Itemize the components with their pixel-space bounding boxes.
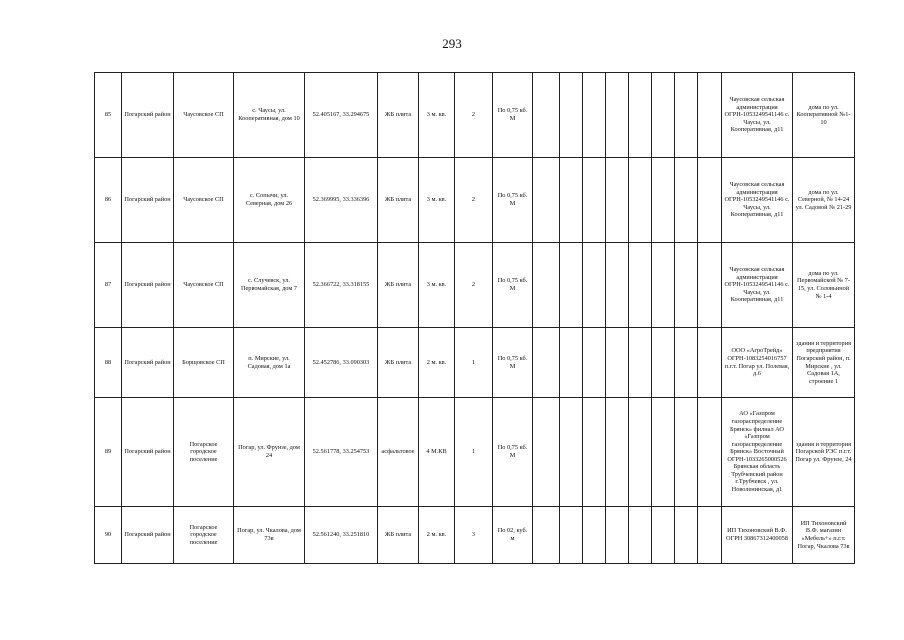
- registry-table: [94, 72, 855, 564]
- empty-cell: [652, 158, 675, 243]
- waste-sources-cell: здания и территория предприятия Погарский район, п. Мирские , ул. Садовая 1А, строение 1: [793, 328, 855, 398]
- volume-cell: По 0,75 кб. М: [493, 243, 533, 328]
- row-number: 86: [95, 158, 122, 243]
- waste-sources-cell: здания и территория Погарской РЭС п.г.т. Погар ул. Фрунзе, 24: [793, 398, 855, 507]
- empty-cell: [675, 243, 698, 328]
- empty-cell: [698, 398, 722, 507]
- registry-body: [95, 73, 855, 564]
- row-number: 85: [95, 73, 122, 158]
- coordinates-cell: 52.405167, 33.294675: [305, 73, 378, 158]
- empty-cell: [560, 398, 583, 507]
- district-cell: Погарский район: [122, 73, 174, 158]
- district-cell: Погарский район: [122, 328, 174, 398]
- container-count-cell: 2: [455, 73, 493, 158]
- surface-cell: ЖБ плита: [378, 328, 419, 398]
- surface-cell: ЖБ плита: [378, 507, 419, 564]
- empty-cell: [629, 328, 652, 398]
- owner-org-cell: Чаусовская сельская администрация ОГРН-1053249541146 с. Чаусы, ул. Кооперативная, д11: [722, 73, 793, 158]
- waste-sources-cell: ИП Тихоновский В.Ф. магазин «Мебель+» п.г.т. Погар, Чкалова 73в: [793, 507, 855, 564]
- empty-cell: [560, 73, 583, 158]
- empty-cell: [698, 73, 722, 158]
- empty-cell: [698, 328, 722, 398]
- owner-org-cell: АО «Газпром газораспределение Брянск» филиал АО «Газпром газораспределение Брянск» Восточный ОГРН-1033265000526 Брянская область Трубчевский район г.Трубчевск , ул. Новоленинская, д1: [722, 398, 793, 507]
- empty-cell: [583, 243, 606, 328]
- area-cell: 3 м. кв.: [419, 73, 455, 158]
- area-cell: 3 м. кв.: [419, 158, 455, 243]
- empty-cell: [606, 398, 629, 507]
- empty-cell: [629, 158, 652, 243]
- row-number: 90: [95, 507, 122, 564]
- surface-cell: ЖБ плита: [378, 73, 419, 158]
- empty-cell: [675, 158, 698, 243]
- table-row: [95, 243, 855, 328]
- empty-cell: [629, 398, 652, 507]
- coordinates-cell: 52.561778, 33.254753: [305, 398, 378, 507]
- container-count-cell: 2: [455, 158, 493, 243]
- address-cell: п. Мирские, ул. Садовая, дом 1а: [234, 328, 305, 398]
- empty-cell: [675, 73, 698, 158]
- address-cell: с. Чаусы, ул. Кооперативная, дом 10: [234, 73, 305, 158]
- empty-cell: [583, 507, 606, 564]
- volume-cell: По 0,75 кб. М: [493, 398, 533, 507]
- district-cell: Погарский район: [122, 507, 174, 564]
- district-cell: Погарский район: [122, 243, 174, 328]
- empty-cell: [698, 158, 722, 243]
- address-cell: с. Сопычи, ул. Северная, дом 26: [234, 158, 305, 243]
- table-row: [95, 398, 855, 507]
- settlement-cell: Чаусовское СП: [174, 158, 234, 243]
- empty-cell: [652, 328, 675, 398]
- district-cell: Погарский район: [122, 158, 174, 243]
- container-count-cell: 1: [455, 328, 493, 398]
- waste-sources-cell: дома по ул. Кооперативной №1-10: [793, 73, 855, 158]
- empty-cell: [606, 73, 629, 158]
- empty-cell: [629, 73, 652, 158]
- surface-cell: асфальтовое: [378, 398, 419, 507]
- owner-org-cell: Чаусовская сельская администрация ОГРН-1053249541146 с. Чаусы, ул. Кооперативная, д11: [722, 158, 793, 243]
- empty-cell: [606, 328, 629, 398]
- empty-cell: [629, 507, 652, 564]
- address-cell: Погар, ул. Чкалова, дом 73в: [234, 507, 305, 564]
- coordinates-cell: 52.366722, 33.318155: [305, 243, 378, 328]
- owner-org-cell: ООО «АгроТрейд» ОГРН-1083254016757 п.г.т. Погар ул. Полевая, д.6: [722, 328, 793, 398]
- surface-cell: ЖБ плита: [378, 158, 419, 243]
- address-cell: с. Случевск, ул. Первомайская, дом 7: [234, 243, 305, 328]
- empty-cell: [675, 398, 698, 507]
- coordinates-cell: 52.369995, 33.336396: [305, 158, 378, 243]
- empty-cell: [560, 507, 583, 564]
- district-cell: Погарский район: [122, 398, 174, 507]
- empty-cell: [606, 158, 629, 243]
- table-row: [95, 328, 855, 398]
- empty-cell: [698, 507, 722, 564]
- empty-cell: [675, 328, 698, 398]
- empty-cell: [583, 398, 606, 507]
- area-cell: 2 м. кв.: [419, 328, 455, 398]
- empty-cell: [606, 507, 629, 564]
- table-row: [95, 73, 855, 158]
- empty-cell: [606, 243, 629, 328]
- table-row: [95, 507, 855, 564]
- empty-cell: [533, 73, 560, 158]
- waste-sources-cell: дома по ул. Первомайской № 7-15, ул. Соловьиной № 1-4: [793, 243, 855, 328]
- empty-cell: [533, 507, 560, 564]
- empty-cell: [583, 73, 606, 158]
- coordinates-cell: 52.452786, 33.090303: [305, 328, 378, 398]
- empty-cell: [652, 73, 675, 158]
- empty-cell: [533, 243, 560, 328]
- volume-cell: По 0,75 кб. М: [493, 158, 533, 243]
- empty-cell: [560, 243, 583, 328]
- empty-cell: [698, 243, 722, 328]
- row-number: 87: [95, 243, 122, 328]
- empty-cell: [533, 158, 560, 243]
- container-count-cell: 2: [455, 243, 493, 328]
- container-count-cell: 1: [455, 398, 493, 507]
- volume-cell: По 0,75 кб. М: [493, 73, 533, 158]
- page-number: 293: [442, 36, 462, 51]
- empty-cell: [583, 328, 606, 398]
- surface-cell: ЖБ плита: [378, 243, 419, 328]
- owner-org-cell: ИП Тихоновский В.Ф. ОГРН 30867312400058: [722, 507, 793, 564]
- area-cell: 4 М.КВ: [419, 398, 455, 507]
- address-cell: Погар, ул. Фрунзе, дом 24: [234, 398, 305, 507]
- area-cell: 3 м. кв.: [419, 243, 455, 328]
- row-number: 89: [95, 398, 122, 507]
- empty-cell: [533, 328, 560, 398]
- settlement-cell: Погарское городское поселение: [174, 398, 234, 507]
- volume-cell: По 02, куб. м: [493, 507, 533, 564]
- waste-sources-cell: дома по ул. Северной, № 14-24 ул. Садовой № 21-29: [793, 158, 855, 243]
- settlement-cell: Погарское городское поселение: [174, 507, 234, 564]
- empty-cell: [583, 158, 606, 243]
- settlement-cell: Чаусовское СП: [174, 243, 234, 328]
- settlement-cell: Чаусовское СП: [174, 73, 234, 158]
- owner-org-cell: Чаусовская сельская администрация ОГРН-1053249541146 с. Чаусы, ул. Кооперативная, д11: [722, 243, 793, 328]
- empty-cell: [560, 328, 583, 398]
- coordinates-cell: 52.561240, 33.251810: [305, 507, 378, 564]
- settlement-cell: Борщовское СП: [174, 328, 234, 398]
- area-cell: 2 м. кв.: [419, 507, 455, 564]
- container-count-cell: 3: [455, 507, 493, 564]
- empty-cell: [560, 158, 583, 243]
- empty-cell: [629, 243, 652, 328]
- empty-cell: [675, 507, 698, 564]
- empty-cell: [652, 507, 675, 564]
- table-row: [95, 158, 855, 243]
- empty-cell: [652, 243, 675, 328]
- empty-cell: [652, 398, 675, 507]
- row-number: 88: [95, 328, 122, 398]
- volume-cell: По 0,75 кб. М: [493, 328, 533, 398]
- empty-cell: [533, 398, 560, 507]
